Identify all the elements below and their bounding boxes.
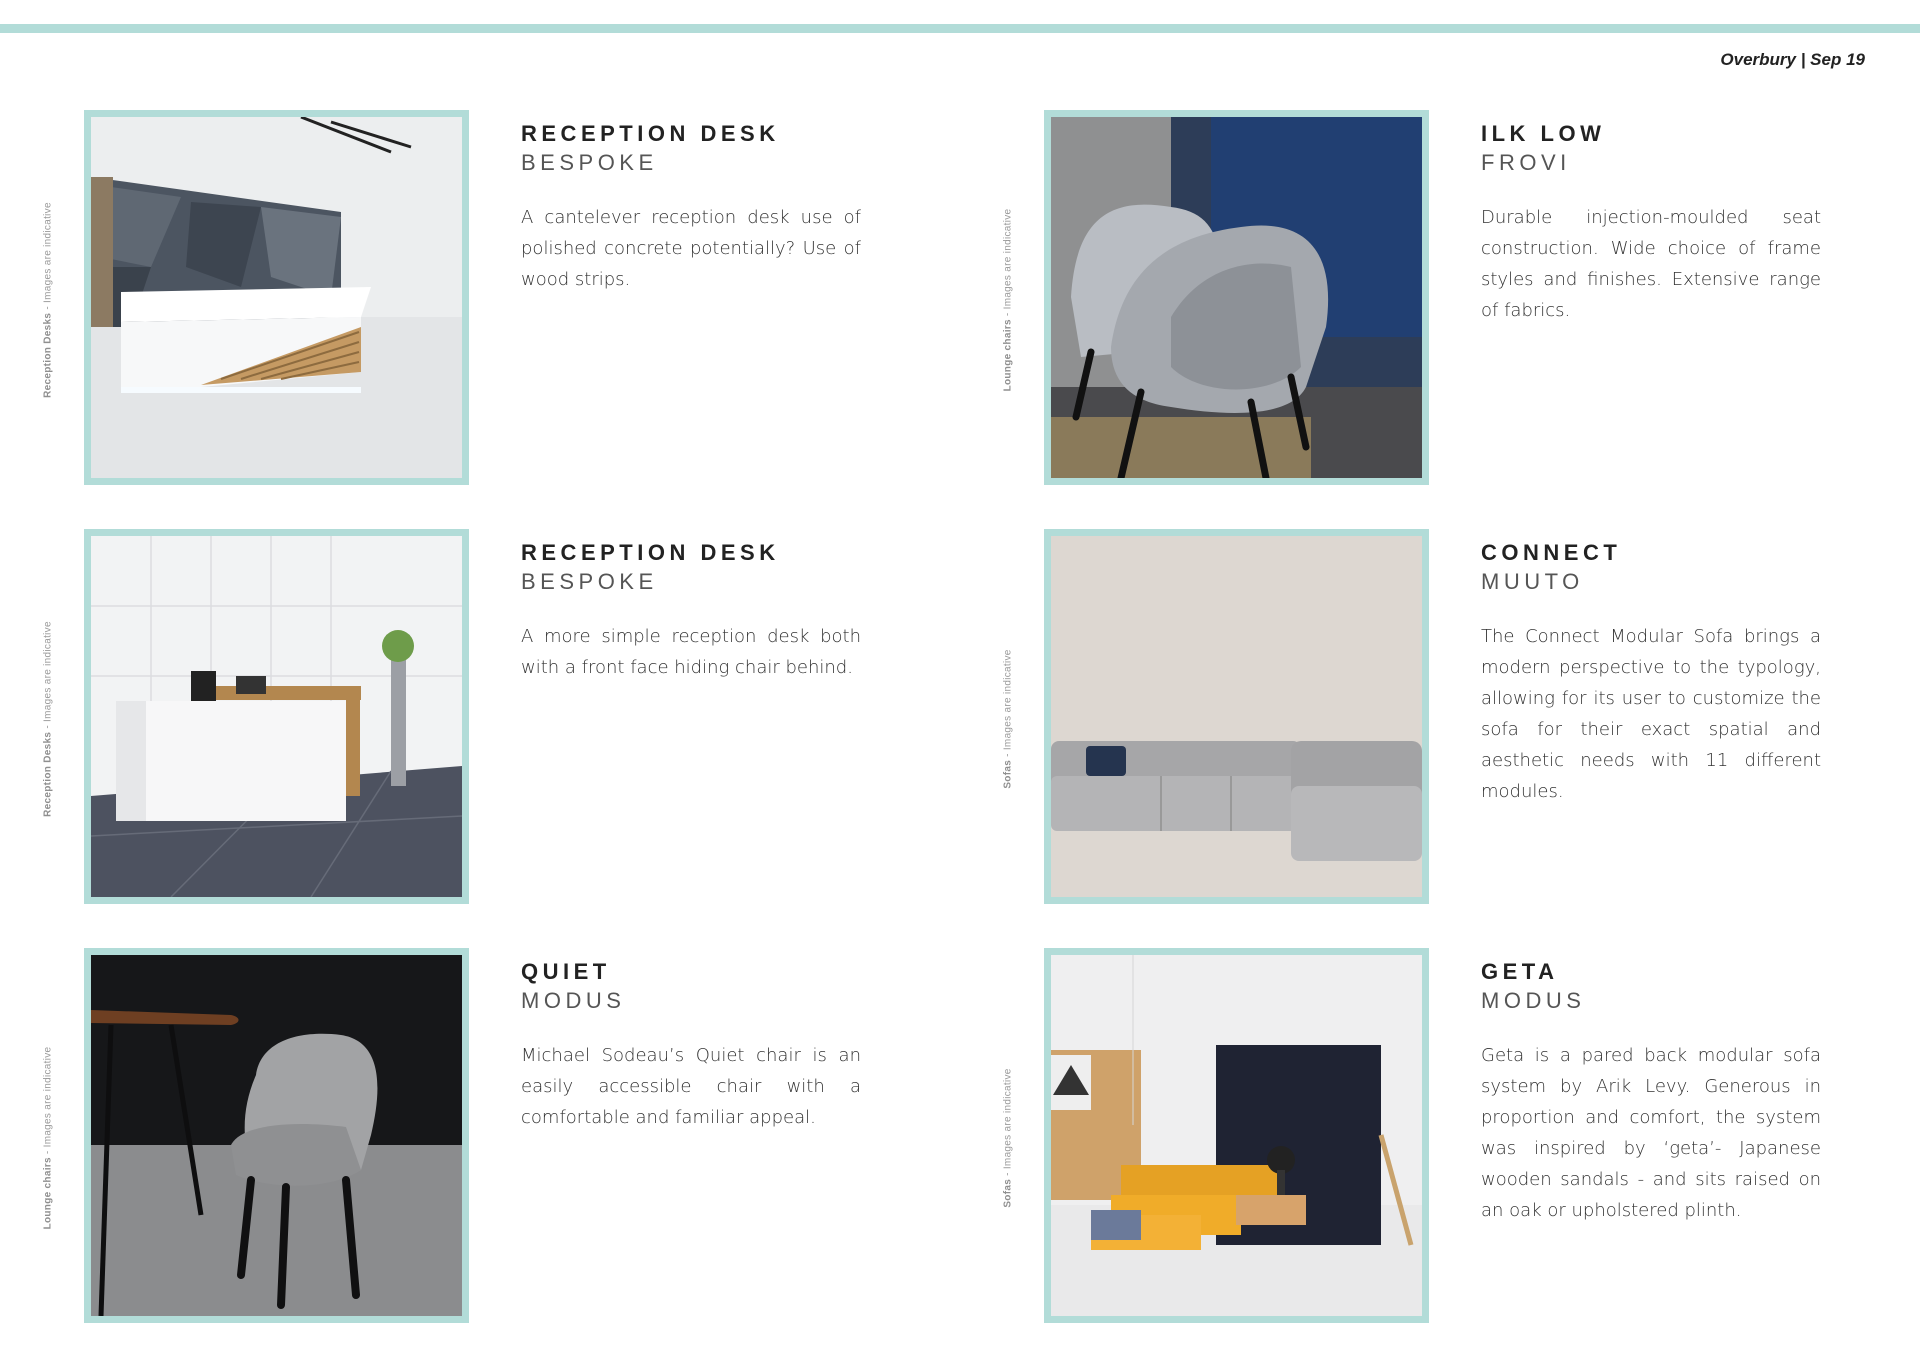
- side-category-label: Lounge chairs - Images are indicative: [42, 1046, 54, 1230]
- product-description: A cantelever reception desk use of polished concrete potentially? Use of wood strips.: [521, 207, 861, 290]
- product-text: [521, 120, 861, 313]
- product-image-frame: [84, 948, 469, 1323]
- side-category-label: Reception Desks - Images are indicative: [42, 621, 54, 817]
- quiet-chair-image: [91, 955, 462, 1316]
- product-title: RECEPTION DESK: [521, 121, 780, 146]
- product-image-frame: [1044, 529, 1429, 904]
- side-category-label: Sofas - Images are indicative: [1002, 1068, 1014, 1208]
- product-description: Durable injection-moulded seat construction. Wide choice of frame styles and finishes. Extensive range of fabrics.: [1481, 207, 1821, 321]
- product-brand: MODUS: [521, 988, 626, 1013]
- product-card: [960, 529, 1900, 909]
- product-brand: BESPOKE: [521, 150, 658, 175]
- product-text: [521, 539, 861, 701]
- product-image-frame: [84, 110, 469, 485]
- product-description: A more simple reception desk both with a front face hiding chair behind.: [521, 626, 861, 678]
- product-card: [960, 110, 1900, 490]
- side-category-label: Lounge chairs - Images are indicative: [1002, 208, 1014, 392]
- product-text: [1481, 120, 1821, 344]
- side-category-label: Reception Desks - Images are indicative: [42, 202, 54, 398]
- product-title: QUIET: [521, 959, 611, 984]
- connect-sofa-image: [1051, 536, 1422, 897]
- product-title: RECEPTION DESK: [521, 540, 780, 565]
- product-description: Geta is a pared back modular sofa system by Arik Levy. Generous in proportion and comfort, the system was inspired by ‘geta’- Japanese wooden sandals - and sits raised on an oak or upholstered plinth.: [1481, 1045, 1821, 1221]
- product-card: [0, 948, 940, 1328]
- product-brand: BESPOKE: [521, 569, 658, 594]
- product-text: [1481, 539, 1821, 825]
- product-card: [0, 110, 940, 490]
- product-card: [0, 529, 940, 909]
- product-image-frame: [1044, 110, 1429, 485]
- product-title: ILK LOW: [1481, 121, 1606, 146]
- product-image-frame: [84, 529, 469, 904]
- top-accent-rule: [0, 24, 1920, 33]
- product-description: Michael Sodeau’s Quiet chair is an easily accessible chair with a comfortable and familiar appeal.: [521, 1045, 861, 1128]
- product-image-frame: [1044, 948, 1429, 1323]
- reception-desk-concrete-image: [91, 117, 462, 478]
- product-brand: MUUTO: [1481, 569, 1584, 594]
- product-description: The Connect Modular Sofa brings a modern perspective to the typology, allowing for its user to customize the sofa for their exact spatial and aesthetic needs with 11 different modules.: [1481, 626, 1821, 802]
- product-brand: MODUS: [1481, 988, 1586, 1013]
- product-text: [1481, 958, 1821, 1244]
- ilk-low-chair-image: [1051, 117, 1422, 478]
- product-card: [960, 948, 1900, 1328]
- reception-desk-simple-image: [91, 536, 462, 897]
- product-title: GETA: [1481, 959, 1559, 984]
- product-text: [521, 958, 861, 1151]
- product-title: CONNECT: [1481, 540, 1622, 565]
- geta-sofa-image: [1051, 955, 1422, 1316]
- side-category-label: Sofas - Images are indicative: [1002, 649, 1014, 789]
- document-header-meta: Overbury | Sep 19: [1720, 50, 1865, 69]
- product-brand: FROVI: [1481, 150, 1571, 175]
